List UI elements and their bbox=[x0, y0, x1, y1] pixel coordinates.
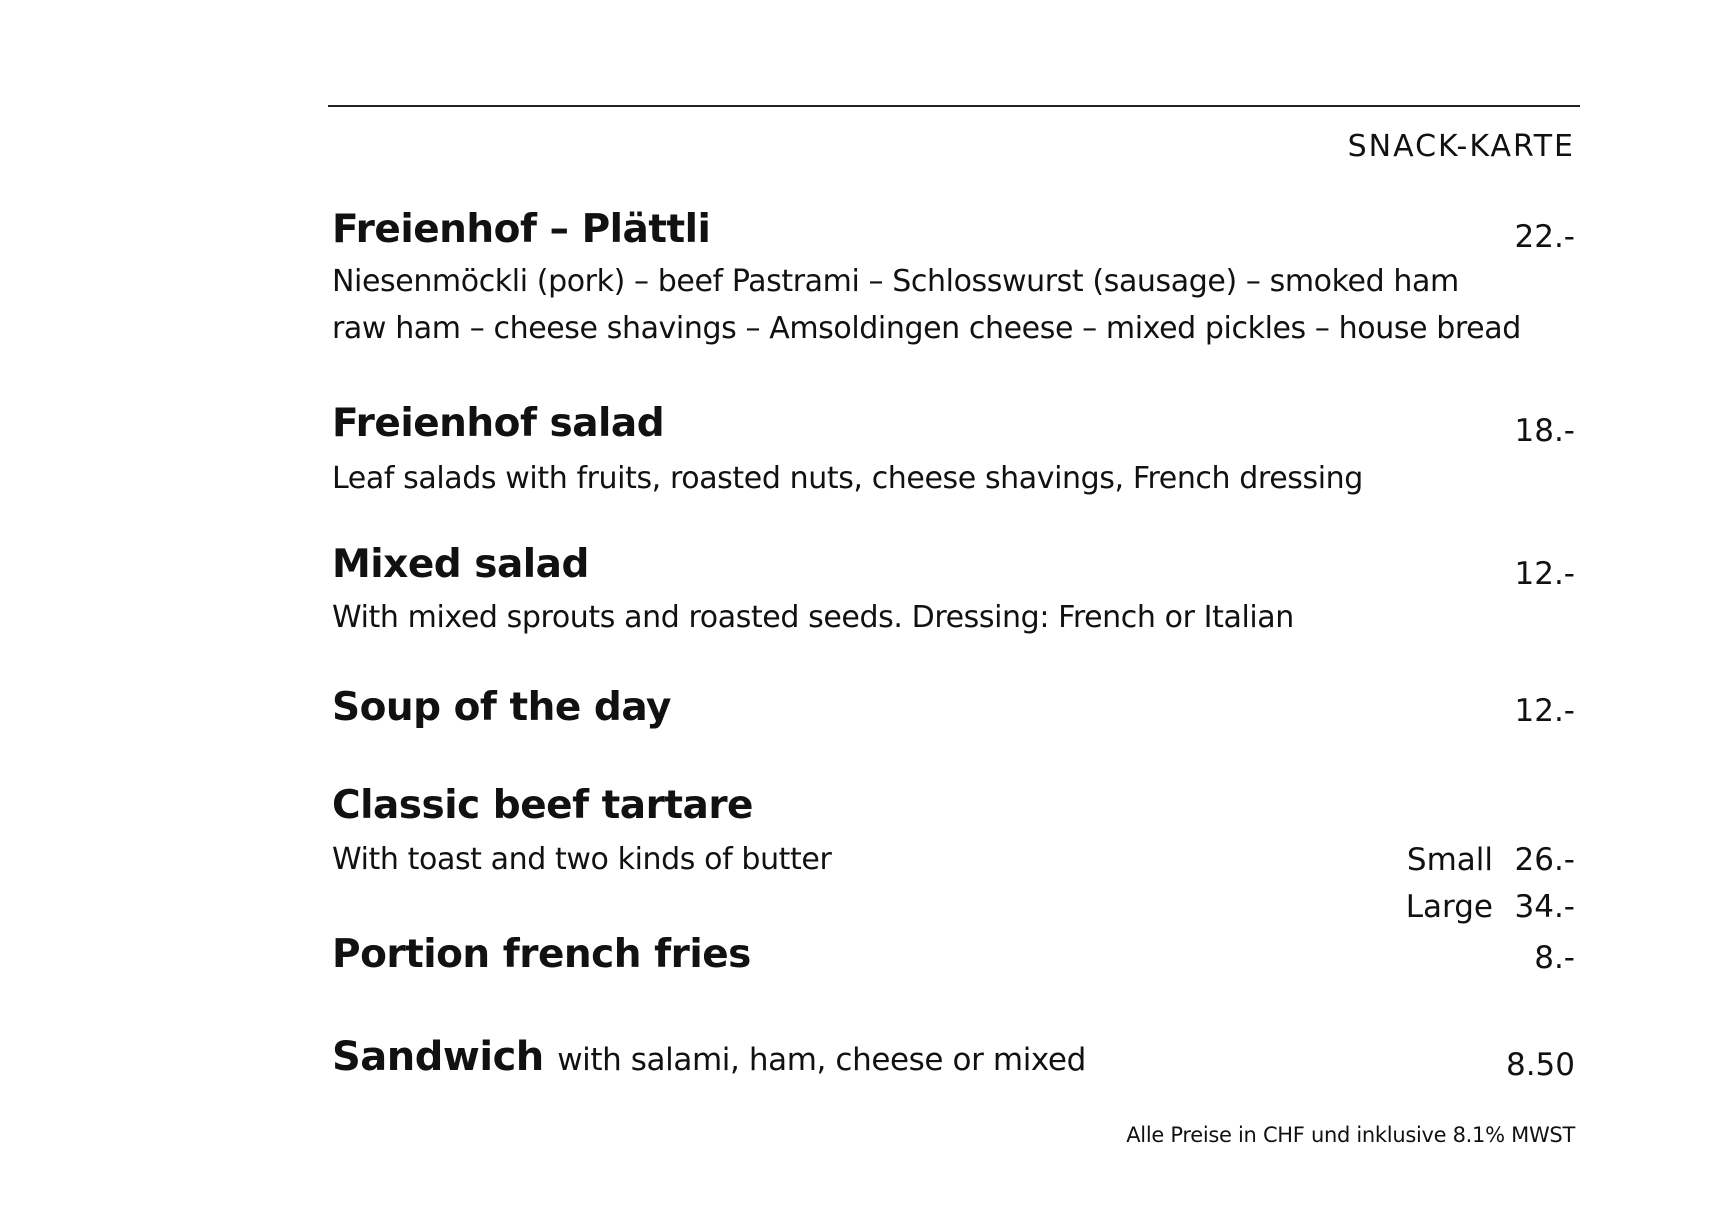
item-name: Classic beef tartare bbox=[332, 783, 753, 828]
item-name: Portion french fries bbox=[332, 932, 751, 977]
menu-title: SNACK-KARTE bbox=[1347, 129, 1575, 164]
item-price: 22.- bbox=[1514, 219, 1575, 255]
size-price-small: 26.- bbox=[1514, 842, 1575, 878]
item-price: 12.- bbox=[1514, 693, 1575, 729]
item-description: With mixed sprouts and roasted seeds. Dressing: French or Italian bbox=[332, 600, 1294, 635]
item-price: 18.- bbox=[1514, 413, 1575, 449]
size-price-large: 34.- bbox=[1514, 889, 1575, 925]
item-description: Leaf salads with fruits, roasted nuts, cheese shavings, French dressing bbox=[332, 461, 1363, 496]
item-description: raw ham – cheese shavings – Amsoldingen cheese – mixed pickles – house bread bbox=[332, 311, 1521, 346]
item-price: 12.- bbox=[1514, 556, 1575, 592]
item-name: Freienhof salad bbox=[332, 401, 665, 446]
item-price: 8.- bbox=[1534, 940, 1575, 976]
size-label-large: Large bbox=[1405, 889, 1493, 925]
size-label-small: Small bbox=[1406, 842, 1493, 878]
item-inline-description: with salami, ham, cheese or mixed bbox=[557, 1042, 1086, 1078]
price-footnote: Alle Preise in CHF und inklusive 8.1% MWST bbox=[1126, 1123, 1575, 1147]
item-name: Mixed salad bbox=[332, 542, 589, 587]
item-name: Freienhof – Plättli bbox=[332, 207, 711, 252]
item-description: With toast and two kinds of butter bbox=[332, 842, 832, 877]
top-rule bbox=[328, 105, 1580, 107]
item-name: Sandwich bbox=[332, 1034, 558, 1080]
item-price: 8.50 bbox=[1505, 1047, 1575, 1083]
item-name: Soup of the day bbox=[332, 685, 671, 730]
sandwich-line bbox=[332, 1034, 1086, 1080]
item-description: Niesenmöckli (pork) – beef Pastrami – Schlosswurst (sausage) – smoked ham bbox=[332, 264, 1459, 299]
